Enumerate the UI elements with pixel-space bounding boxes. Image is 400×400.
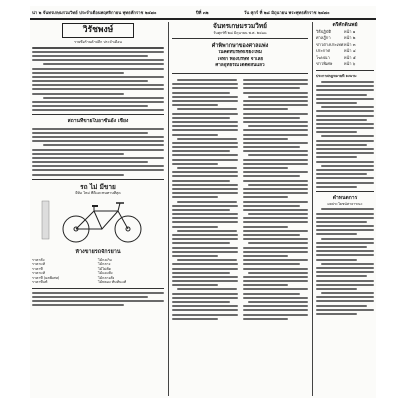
column-middle [172, 22, 308, 398]
article-column [243, 77, 309, 322]
section-rule [172, 38, 308, 39]
section-subtitle: ผลประโยชน์สาธารณะ [327, 201, 363, 206]
article-body [172, 77, 308, 322]
paper-title: จันทรเกษมรวมวิทย์ [213, 22, 267, 30]
index-list [316, 29, 374, 67]
text-block [32, 47, 164, 112]
section-header-box: วิรัชพงษ์ [62, 23, 134, 38]
column-divider [312, 22, 313, 396]
table-row: ราคาตั้ง ไม้กงเก็บ [32, 258, 112, 263]
story-title: สถานที่ขายใบอาซันอัง เชียง [67, 118, 129, 125]
section-heading: ประกาศกฎหมายที่ ลงนาม [316, 74, 357, 79]
section-heading: ดำหนดการ [332, 194, 358, 201]
table-row: ราคาที่ (ผลพิเศษ) ไม้กลางสัง [32, 275, 115, 280]
section-rule [32, 114, 164, 115]
section-rule [316, 70, 374, 71]
list-item: ประกาศ หน้า ๔ [316, 48, 356, 54]
index-title: ตรีศักดิ์นพย์ [332, 22, 358, 28]
paper-date: วันศุกร์ที่ ๒๘ มิถุนายน พ.ศ. ๒๔๗๐ [213, 31, 267, 35]
headline-line-3: โจทก์ ฟ้องบริษัท จำเลย [216, 56, 264, 62]
bicycle-illustration [32, 195, 164, 245]
ad-caption: ห้างขายรถจักรยาน [75, 249, 121, 256]
masthead-issue: ปีที่ ๓๒ [196, 10, 209, 15]
column-left [32, 22, 164, 398]
ad-title: รถ ไม่ มีขาย [80, 182, 116, 191]
masthead-date: วัน ศุกร์ ที่ ๒๘ มิถุนายน พระพุทธศักราช ๒๔๗๐ [244, 10, 330, 15]
ad-subtitle: ยี่ห้อ ใหม่ ที่ดีและทนทานที่สุด [75, 190, 121, 195]
text-block [316, 81, 374, 188]
masthead-left: น่า ๒ จันทรเกษมรวมวิทย์ ประจำเดือนพฤศจิกายน พุทธศักราช ๒๔๗๐ [32, 10, 157, 15]
headline-line-2: ในคดีที่บริษัทเชียงใหม่ [218, 50, 262, 56]
text-block [32, 128, 164, 176]
column-right [316, 22, 374, 398]
section-subtitle: รายชื่อร้านค้าปลีก ประจำเดือน [74, 40, 122, 44]
masthead-rule [30, 18, 376, 20]
section-rule [172, 73, 308, 74]
list-item: ข่าวพิเศษ หน้า ๖ [316, 61, 356, 67]
table-row: ราคาที่ ไม้ไม่ตัด [32, 266, 112, 271]
headline-line-4: ศาลอุทธรณ์ได้ตัดสินแล้ว [215, 63, 265, 69]
headline: คำพิพากษาของศาลแพ่ง [211, 43, 269, 50]
list-item: วิธีปฏิบัติ หน้า ๑ [316, 29, 356, 34]
masthead [30, 8, 376, 18]
table-row: ราคาแท้ ไม้แดงสัง [32, 271, 113, 276]
list-item: โฆษณา หน้า ๕ [316, 54, 356, 60]
section-rule [32, 179, 164, 180]
article-column [172, 77, 238, 322]
column-divider [168, 22, 169, 396]
section-rule [32, 288, 164, 289]
text-block [316, 208, 374, 315]
table-row: ราคาที่แท้ ไม้พลอง ทันทันแท้ [32, 280, 127, 285]
text-block [32, 292, 164, 307]
table-row: ราคาแท้ ไม้กลาง [32, 262, 111, 267]
newspaper-page [30, 6, 376, 398]
list-item: ศาลฎีกา หน้า ๒ [316, 35, 356, 41]
list-item: ข่าวต่างประเทศ หน้า ๓ [316, 41, 356, 47]
section-rule [316, 191, 374, 192]
price-table [32, 258, 164, 284]
